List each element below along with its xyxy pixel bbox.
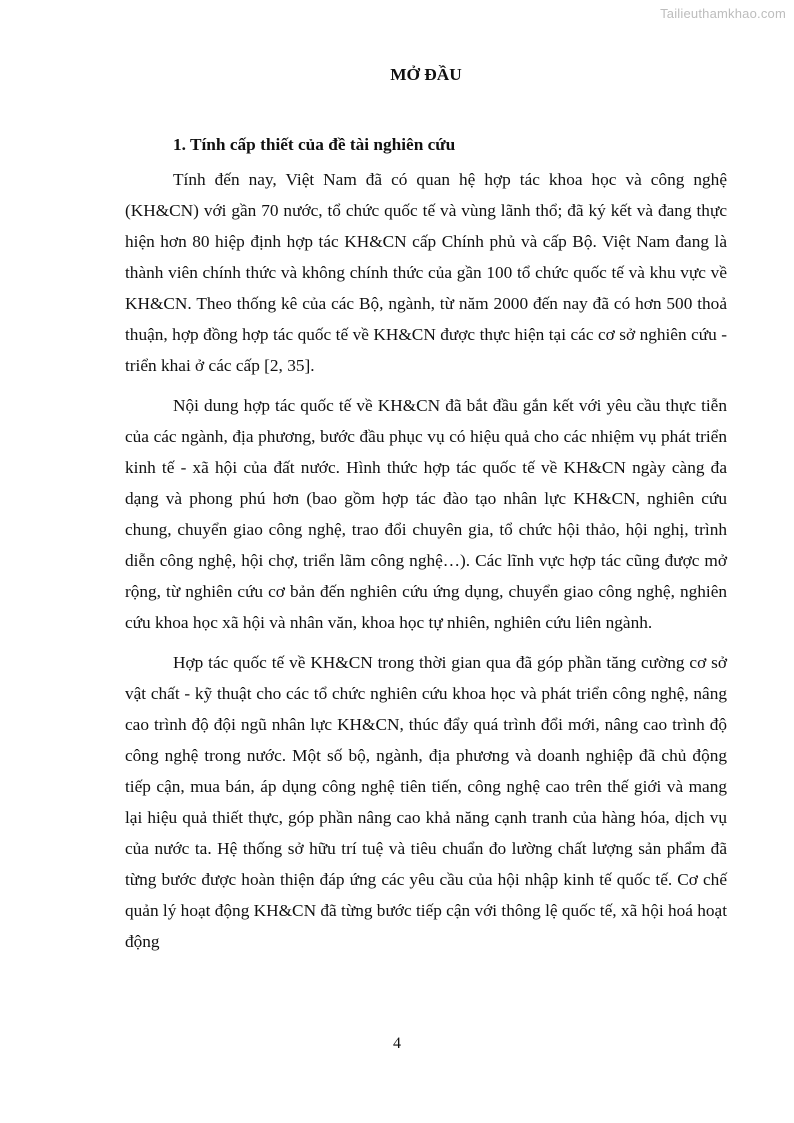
document-page (125, 60, 727, 957)
watermark-text: Tailieuthamkhao.com (660, 6, 786, 21)
page-number: 4 (393, 1035, 401, 1052)
section-heading: 1. Tính cấp thiết của đề tài nghiên cứu (173, 135, 456, 154)
paragraph-3: Hợp tác quốc tế về KH&CN trong thời gian qua đã góp phần tăng cường cơ sở vật chất - kỹ thuật cho các tổ chức nghiên cứu khoa học và phát triển công nghệ, nâng cao trình độ đội ngũ nhân lực KH&CN, thúc đẩy quá trình đổi mới, nâng cao trình độ công nghệ trong nước. Một số bộ, ngành, địa phương và doanh nghiệp đã chủ động tiếp cận, mua bán, áp dụng công nghệ tiên tiến, công nghệ cao trên thế giới và mang lại hiệu quả thiết thực, góp phần nâng cao khả năng cạnh tranh của hàng hóa, dịch vụ của nước ta. Hệ thống sở hữu trí tuệ và tiêu chuẩn đo lường chất lượng sản phẩm đã từng bước được hoàn thiện đáp ứng các yêu cầu của hội nhập kinh tế quốc tế. Cơ chế quản lý hoạt động KH&CN đã từng bước tiếp cận với thông lệ quốc tế, xã hội hoá hoạt động (125, 653, 727, 951)
page-title: MỞ ĐẦU (390, 65, 462, 84)
paragraph-2: Nội dung hợp tác quốc tế về KH&CN đã bắt đầu gắn kết với yêu cầu thực tiễn của các ngành, địa phương, bước đầu phục vụ có hiệu quả cho các nhiệm vụ phát triển kinh tế - xã hội của đất nước. Hình thức hợp tác quốc tế về KH&CN ngày càng đa dạng và phong phú hơn (bao gồm hợp tác đào tạo nhân lực KH&CN, nghiên cứu chung, chuyển giao công nghệ, trao đổi chuyên gia, tổ chức hội thảo, hội nghị, trình diễn công nghệ, hội chợ, triển lãm công nghệ…). Các lĩnh vực hợp tác cũng được mở rộng, từ nghiên cứu cơ bản đến nghiên cứu ứng dụng, chuyển giao công nghệ, nghiên cứu khoa học xã hội và nhân văn, khoa học tự nhiên, nghiên cứu liên ngành. (125, 396, 727, 632)
paragraph-1: Tính đến nay, Việt Nam đã có quan hệ hợp tác khoa học và công nghệ (KH&CN) với gần 70 nước, tổ chức quốc tế và vùng lãnh thổ; đã ký kết và đang thực hiện hơn 80 hiệp định hợp tác KH&CN cấp Chính phủ và cấp Bộ. Việt Nam đang là thành viên chính thức và không chính thức của gần 100 tổ chức quốc tế và khu vực về KH&CN. Theo thống kê của các Bộ, ngành, từ năm 2000 đến nay đã có hơn 500 thoả thuận, hợp đồng hợp tác quốc tế về KH&CN được thực hiện tại các cơ sở nghiên cứu - triển khai ở các cấp [2, 35]. (125, 170, 727, 375)
